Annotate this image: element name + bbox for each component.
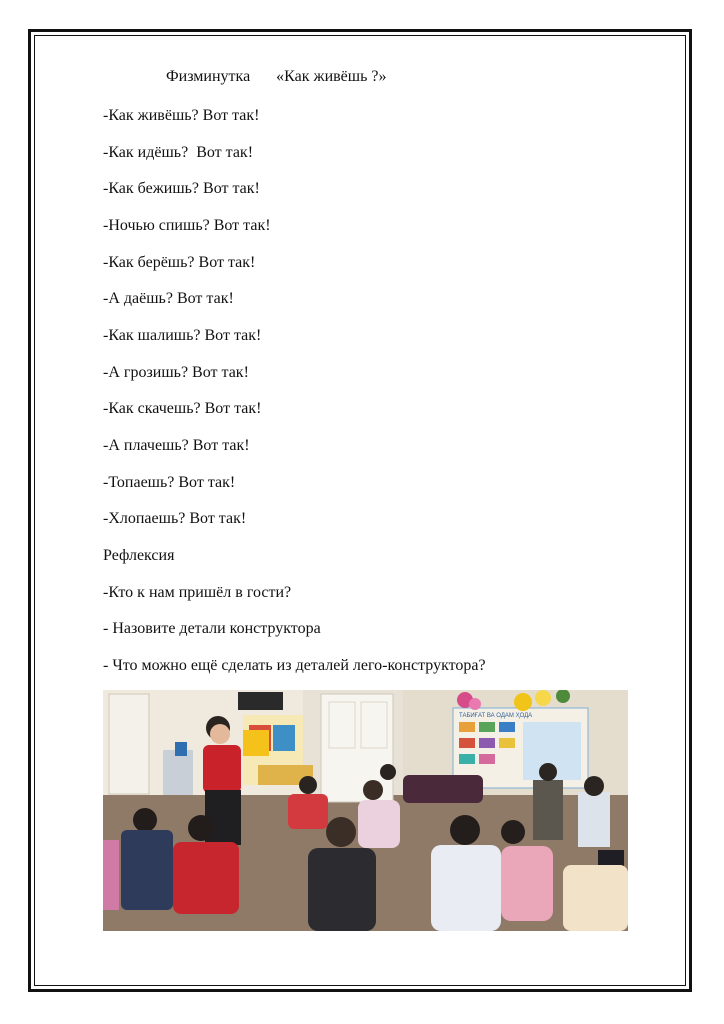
poster-title: ТАБИҒАТ ВА ОДАМ ҲОДА	[459, 713, 533, 719]
classroom-photo	[103, 690, 628, 931]
reflection-question: - Назовите детали конструктора	[103, 620, 321, 637]
poem-line: -А даёшь? Вот так!	[103, 290, 234, 307]
poem-line: -Как идёшь? Вот так!	[103, 144, 254, 161]
poem-line: -Как берёшь? Вот так!	[103, 254, 256, 271]
reflection-question: -Кто к нам пришёл в гости?	[103, 584, 292, 601]
title-part-1: Физминутка	[166, 68, 251, 85]
poem-line: -Как шалишь? Вот так!	[103, 327, 262, 344]
poem-line: -Ночью спишь? Вот так!	[103, 217, 271, 234]
poem-line: -Топаешь? Вот так!	[103, 474, 236, 491]
poem-line: -А грозишь? Вот так!	[103, 364, 249, 381]
poem-line: -Как скачешь? Вот так!	[103, 400, 262, 417]
reflection-heading: Рефлексия	[103, 547, 175, 564]
title-part-2: «Как живёшь ?»	[276, 68, 387, 85]
poem-line: -Как бежишь? Вот так!	[103, 180, 260, 197]
poem-line: -Хлопаешь? Вот так!	[103, 510, 247, 527]
poem-line: -А плачешь? Вот так!	[103, 437, 250, 454]
poem-line: -Как живёшь? Вот так!	[103, 107, 260, 124]
classroom-photo-illustration	[103, 690, 628, 931]
page-title	[166, 68, 387, 86]
reflection-question: - Что можно ещё сделать из деталей лего-конструктора?	[103, 657, 486, 674]
